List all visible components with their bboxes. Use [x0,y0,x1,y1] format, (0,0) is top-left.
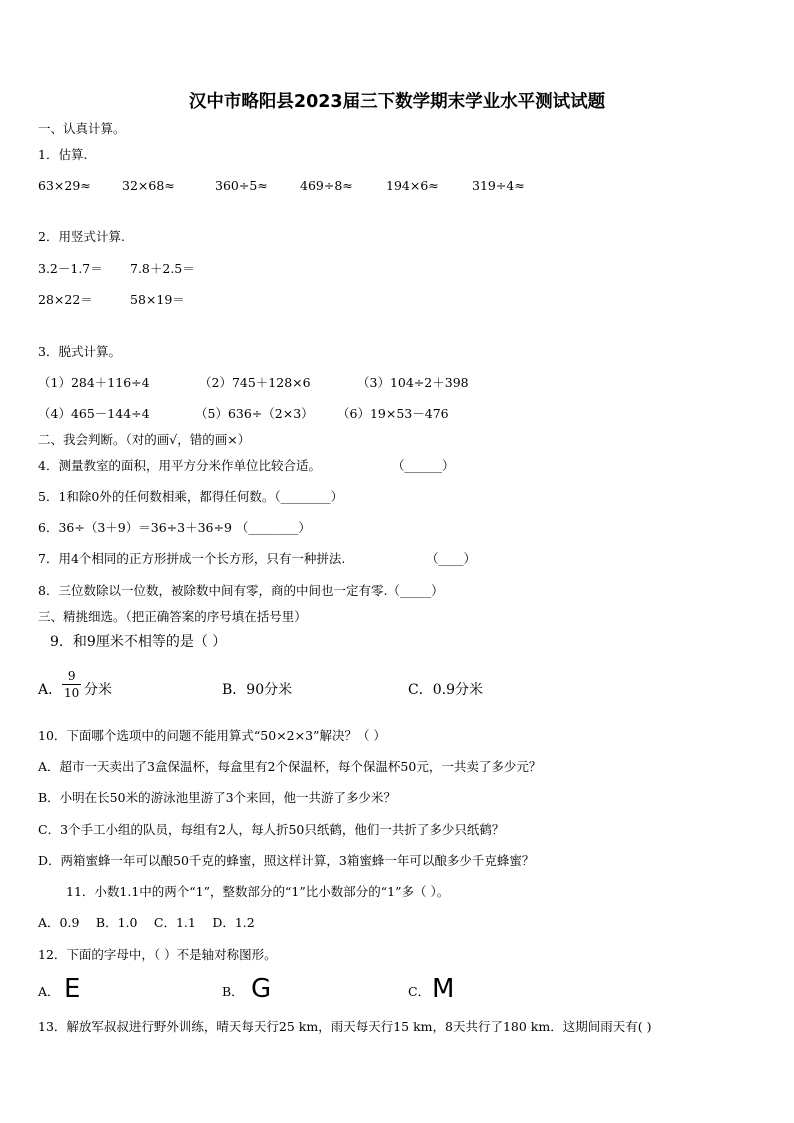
question-9: 9．和9厘米不相等的是（ ） [50,634,227,650]
option-a-unit: 分米 [84,682,112,698]
question-13: 13．解放军叔叔进行野外训练，晴天每天行25 km，雨天每天行15 km，8天共行了180 km．这期间雨天有( ) [38,1019,652,1034]
page-title: 汉中市略阳县2023届三下数学期末学业水平测试试题 [188,92,606,112]
fraction-denominator: 10 [64,686,80,700]
question-6: 6．36÷（3＋9）＝36÷3＋36÷9 （________） [38,520,311,535]
step-calc-item: （3）104÷2＋398 [357,375,469,390]
vertical-calc-item: 7.8＋2.5＝ [130,261,195,276]
option-b: B．小明在长50米的游泳池里游了3个来回，他一共游了多少米？ [38,790,397,805]
option-a-label: A． [38,682,63,698]
vertical-calc-item: 28×22＝ [38,292,93,307]
step-calc-item: （4）465－144÷4 [38,406,150,421]
estimate-item: 32×68≈ [122,178,175,193]
step-calc-item: （2）745＋128×6 [199,375,311,390]
option-a-label: A． [38,984,60,999]
option-a: A．超市一天卖出了3盒保温杯，每盒里有2个保温杯，每个保温杯50元，一共卖了多少元？ [38,759,542,774]
step-calc-item: （6）19×53－476 [337,406,449,421]
option-b: B．90分米 [222,682,293,698]
option-b-label: B． [222,984,244,999]
section-1-heading: 一、认真计算。 [38,121,126,136]
vertical-calc-item: 3.2－1.7＝ [38,261,103,276]
section-2-heading: 二、我会判断。（对的画√，错的画×） [38,432,251,447]
question-2: 2．用竖式计算. [38,229,125,244]
step-calc-item: （1）284＋116÷4 [38,375,150,390]
estimate-item: 360÷5≈ [215,178,268,193]
estimate-item: 319÷4≈ [472,178,525,193]
option-c: C．0.9分米 [408,682,483,698]
question-4: 4．测量教室的面积，用平方分米作单位比较合适。 [38,458,321,473]
fraction [62,669,81,700]
question-5: 5．1和除0外的任何数相乘，都得任何数。（________） [38,489,344,504]
option-d: D．两箱蜜蜂一年可以酿50千克的蜂蜜，照这样计算，3箱蜜蜂一年可以酿多少千克蜂蜜？ [38,853,535,868]
question-10: 10．下面哪个选项中的问题不能用算式“50×2×3”解决？（ ） [38,728,386,743]
vertical-calc-item: 58×19＝ [130,292,185,307]
estimate-item: 194×6≈ [386,178,439,193]
step-calc-item: （5）636÷（2×3） [195,406,314,421]
question-3: 3．脱式计算。 [38,344,121,359]
fraction-numerator: 9 [67,669,76,683]
letter-e: E [64,974,81,1004]
estimate-item: 469÷8≈ [300,178,353,193]
fraction-bar [62,684,81,685]
estimate-item: 63×29≈ [38,178,91,193]
letter-g: G [251,974,272,1004]
question-11: 11．小数1.1中的两个“1”，整数部分的“1”比小数部分的“1”多（ ）。 [66,884,450,899]
question-12: 12．下面的字母中，（ ）不是轴对称图形。 [38,947,277,962]
question-11-options: A．0.9 B．1.0 C．1.1 D．1.2 [38,915,255,930]
question-1: 1．估算. [38,147,88,162]
section-3-heading: 三、精挑细选。（把正确答案的序号填在括号里） [38,609,307,624]
letter-m: M [432,974,455,1004]
answer-paren: （____） [426,551,477,566]
option-c-label: C． [408,984,431,999]
question-7: 7．用4个相同的正方形拼成一个长方形，只有一种拼法. [38,551,346,566]
option-c: C．3个手工小组的队员，每组有2人，每人折50只纸鹤，他们一共折了多少只纸鹤？ [38,822,505,837]
question-8: 8．三位数除以一位数，被除数中间有零，商的中间也一定有零.（_____） [38,583,444,598]
answer-paren: （______） [392,458,455,473]
